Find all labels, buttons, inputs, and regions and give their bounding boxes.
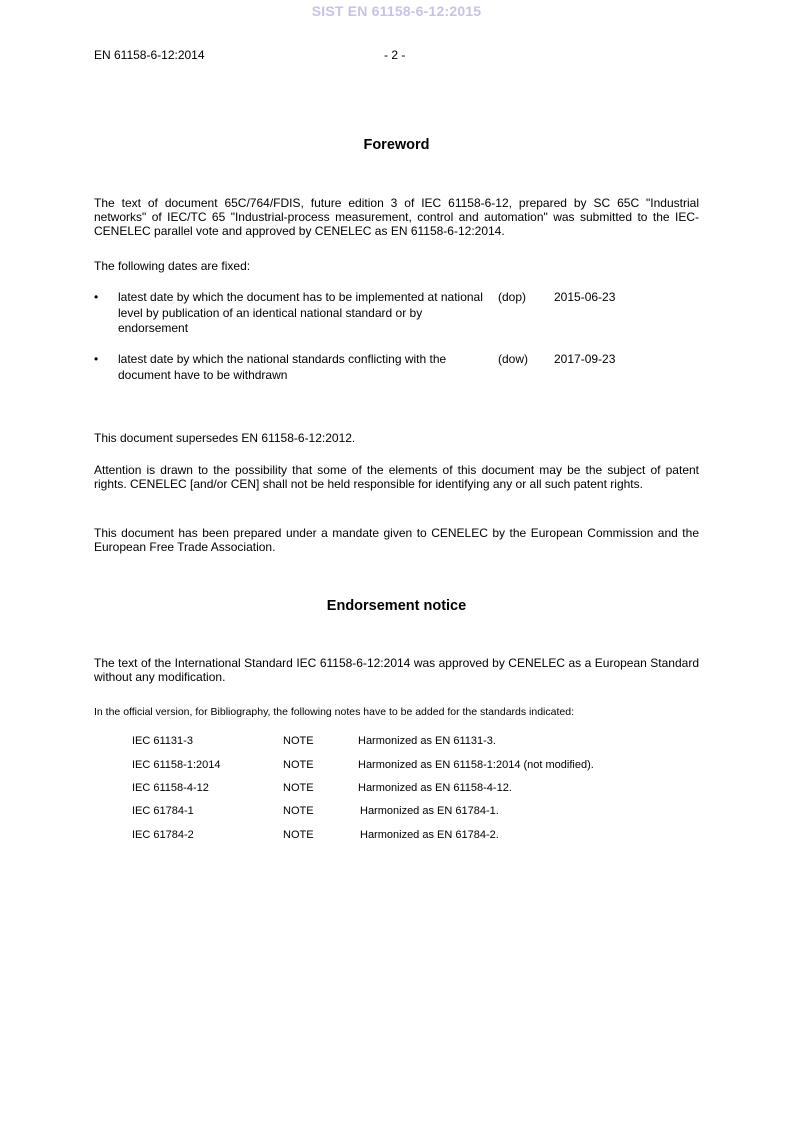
note-row	[0, 759, 793, 773]
foreword-intro: The text of document 65C/764/FDIS, future edition 3 of IEC 61158-6-12, prepared by SC 65C "Industrial networks" of IEC/TC 65 "Industrial-process measurement, control and automation" was submitted to the IEC-CENELEC parallel vote and approved by CENELEC as EN 61158-6-12:2014.	[94, 196, 699, 239]
endorsement-title: Endorsement notice	[326, 598, 467, 614]
note-row	[0, 805, 793, 819]
bullet-icon: •	[94, 352, 99, 366]
note-label: NOTE	[283, 759, 314, 771]
note-text: Harmonized as EN 61784-2.	[360, 829, 499, 841]
note-standard: IEC 61158-4-12	[132, 782, 209, 794]
note-row	[0, 829, 793, 843]
date-item-text: latest date by which the document has to be implemented at national level by publication of an identical national standard or by endorsement	[118, 290, 483, 335]
header-page-number: - 2 -	[384, 48, 406, 62]
note-text: Harmonized as EN 61131-3.	[358, 735, 496, 747]
date-item-code: (dow)	[498, 352, 529, 366]
note-standard: IEC 61131-3	[132, 735, 193, 747]
endorsement-text: The text of the International Standard IEC 61158-6-12:2014 was approved by CENELEC as a European Standard without any modification.	[94, 656, 699, 685]
date-item-code: (dop)	[498, 290, 527, 304]
date-item-date: 2015-06-23	[554, 290, 616, 304]
note-label: NOTE	[283, 805, 314, 817]
note-label: NOTE	[283, 782, 314, 794]
date-item-date: 2017-09-23	[554, 352, 616, 366]
note-text: Harmonized as EN 61784-1.	[360, 805, 499, 817]
note-row	[0, 735, 793, 749]
note-standard: IEC 61158-1:2014	[132, 759, 221, 771]
foreword-title: Foreword	[363, 137, 430, 153]
note-text: Harmonized as EN 61158-4-12.	[358, 782, 512, 794]
bibliography-intro: In the official version, for Bibliography, the following notes have to be added for the standards indicated:	[94, 706, 574, 718]
note-standard: IEC 61784-2	[132, 829, 194, 841]
supersedes-text: This document supersedes EN 61158-6-12:2012.	[94, 431, 356, 445]
date-item-text: latest date by which the national standards conflicting with the document have to be withdrawn	[118, 352, 447, 382]
header-doc-id: EN 61158-6-12:2014	[94, 48, 205, 62]
note-text: Harmonized as EN 61158-1:2014 (not modified).	[358, 759, 594, 771]
note-standard: IEC 61784-1	[132, 805, 194, 817]
dates-intro: The following dates are fixed:	[94, 259, 251, 273]
note-row	[0, 782, 793, 796]
note-label: NOTE	[283, 735, 314, 747]
watermark-text: SIST EN 61158-6-12:2015	[311, 3, 482, 19]
note-label: NOTE	[283, 829, 314, 841]
patent-text: Attention is drawn to the possibility that some of the elements of this document may be the subject of patent rights. CENELEC [and/or CEN] shall not be held responsible for identifying any or all such patent rights.	[94, 463, 699, 492]
mandate-text: This document has been prepared under a mandate given to CENELEC by the European Commission and the European Free Trade Association.	[94, 526, 699, 555]
bullet-icon: •	[94, 290, 99, 304]
